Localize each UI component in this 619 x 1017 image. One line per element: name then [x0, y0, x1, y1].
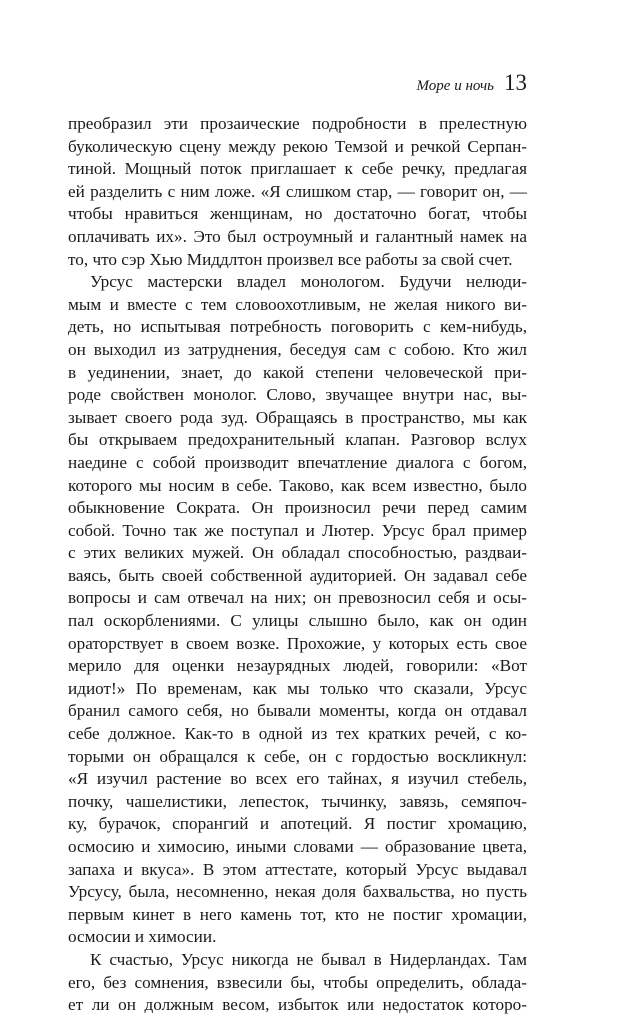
page-number: 13	[504, 70, 527, 95]
paragraph	[68, 271, 527, 949]
text-line: собой. Точно так же поступал и Лютер. Урсус брал пример	[68, 520, 527, 540]
text-line: буколическую сцену между рекою Темзой и речкой Серпан-	[68, 136, 527, 156]
text-line: ей разделить с ним ложе. «Я слишком стар, — говорит он, —	[68, 181, 527, 201]
body-text	[68, 113, 527, 1017]
text-line: преобразил эти прозаические подробности в прелестную	[68, 114, 527, 133]
text-line: К счастью, Урсус никогда не бывал в Нидерландах. Там	[90, 949, 527, 969]
text-line: оплачивать их». Это был остроумный и галантный намек на	[68, 226, 527, 246]
text-line: чтобы нравиться женщинам, но достаточно богат, чтобы	[68, 204, 527, 224]
text-line: «Я изучил растение во всех его тайнах, я изучил стебель,	[68, 769, 527, 789]
text-line: пал оскорблениями. С улицы слышно было, как он один	[68, 611, 527, 631]
text-line: то, что сэр Хью Миддлтон произвел все работы за свой счет.	[68, 249, 513, 269]
text-line: с этих великих мужей. Он обладал способностью, раздваи-	[68, 543, 527, 563]
text-line: Урсусу, была, несомненно, некая доля бахвальства, но пусть	[68, 882, 527, 902]
text-line: Урсус мастерски владел монологом. Будучи нелюди-	[90, 272, 527, 292]
text-line: ораторствует в своем возке. Прохожие, у которых есть свое	[68, 633, 527, 653]
text-line: бранил самого себя, но бывали моменты, когда он отдавал	[68, 701, 527, 721]
text-line: мерило для оценки незаурядных людей, говорили: «Вот	[68, 656, 527, 676]
text-line: наедине с собой производит впечатление диалога с богом,	[68, 452, 527, 472]
text-line: запаха и вкуса». В этом аттестате, который Урсус выдавал	[68, 859, 527, 879]
text-line: его, без сомнения, взвесили бы, чтобы определить, облада-	[68, 972, 527, 992]
running-title: Море и ночь	[416, 78, 494, 94]
text-line: обыкновение Сократа. Он произносил речи перед самим	[68, 498, 527, 518]
text-line: первым кинет в него камень тот, кто не постиг хромации,	[68, 904, 527, 924]
text-line: ку, бурачок, спорангий и апотеций. Я постиг хромацию,	[68, 814, 527, 834]
text-line: он выходил из затруднения, беседуя сам с собою. Кто жил	[68, 339, 527, 359]
paragraph	[68, 113, 527, 271]
paragraph	[68, 949, 527, 1017]
text-line: осмосии и химосии.	[68, 927, 217, 947]
text-line: себе должное. Как-то в одной из тех кратких речей, с ко-	[68, 724, 527, 744]
text-line: тиной. Мощный поток приглашает к себе речку, предлагая	[68, 159, 527, 179]
text-line: торыми он обращался к себе, он с гордостью воскликнул:	[68, 746, 527, 766]
text-line: деть, но испытывая потребность поговорить с кем-нибудь,	[68, 317, 527, 337]
text-line: в уединении, знает, до какой степени человеческой при-	[68, 362, 527, 382]
text-line: мым и вместе с тем словоохотливым, не желая никого ви-	[68, 294, 527, 314]
text-line: вопросы и сам отвечал на них; он превозносил себя и осы-	[68, 588, 527, 608]
running-head	[417, 70, 527, 96]
text-line: которого мы носим в себе. Таково, как всем известно, было	[68, 475, 527, 495]
text-line: роде свойствен монолог. Слово, звучащее внутри нас, вы-	[68, 385, 527, 405]
text-line: осмосию и химосию, иными словами — образование цвета,	[68, 837, 527, 856]
text-line: ет ли он должным весом, избыток или недостаток которо-	[68, 995, 527, 1015]
text-line: почку, чашелистики, лепесток, тычинку, завязь, семяпоч-	[68, 791, 527, 811]
text-line: бы открываем предохранительный клапан. Разговор вслух	[68, 430, 527, 450]
text-line: идиот!» По временам, как мы только что сказали, Урсус	[68, 678, 527, 698]
text-line: зывает своего рода зуд. Обращаясь в пространство, мы как	[68, 407, 527, 427]
text-line: ваясь, быть своей собственной аудиторией. Он задавал себе	[68, 565, 527, 585]
